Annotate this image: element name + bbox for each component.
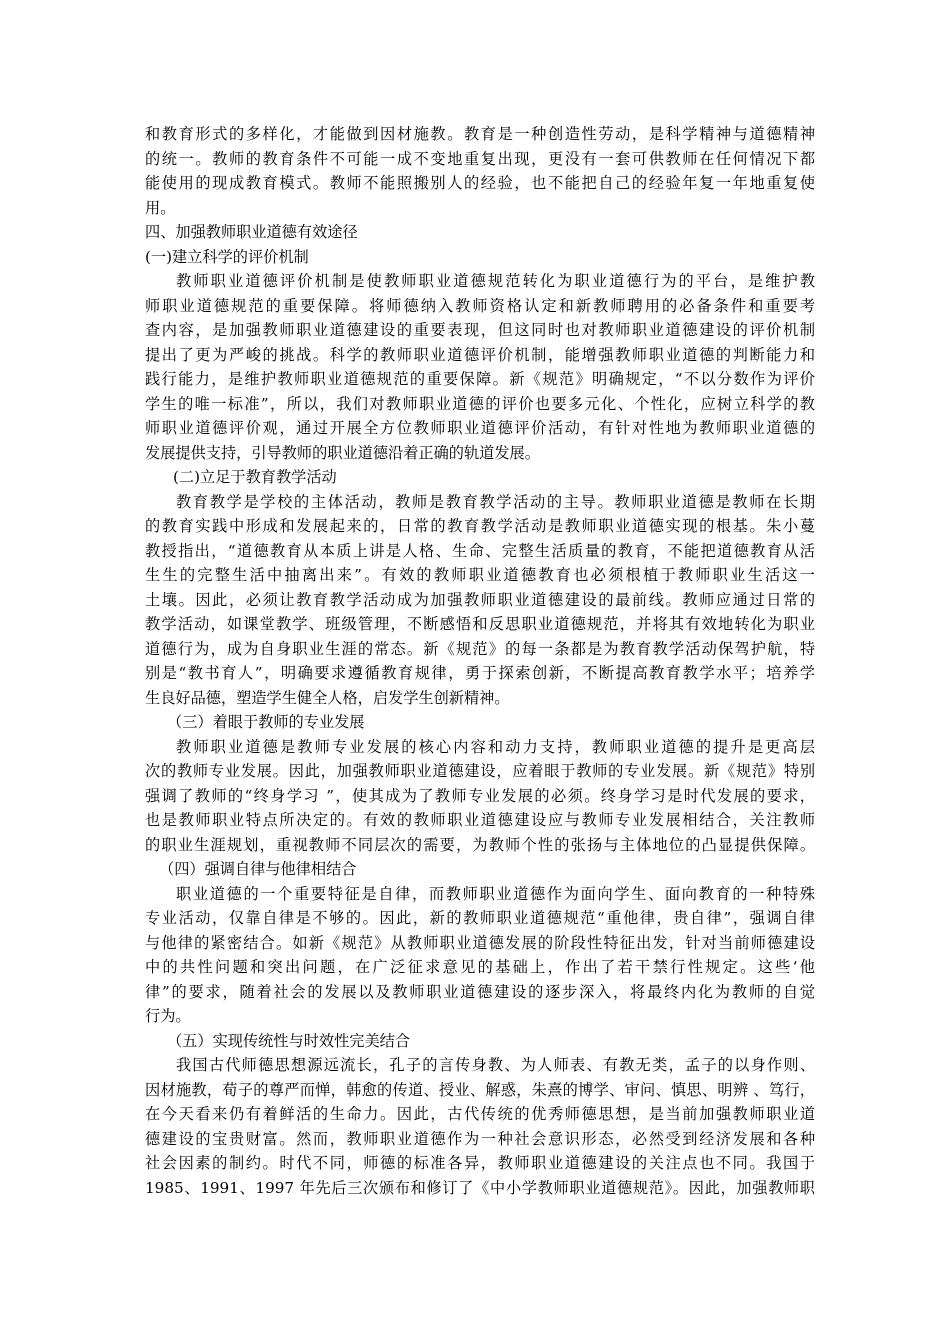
body-text-line: 次的教师专业发展。因此，加强教师职业道德建设，应着眼于教师的专业发展。新《规范》特别 [145, 762, 815, 780]
subsection-heading: （三）着眼于教师的专业发展 [167, 713, 365, 731]
body-text-line: 用。 [145, 198, 176, 217]
body-text-line: 道德行为，成为自身职业生涯的常态。新《规范》的每一条都是为教育教学活动保驾护航，特 [145, 639, 815, 658]
body-text-line: 学生的唯一标准”，所以，我们对教师职业道德的评价也要多元化、个性化，应树立科学的教 [145, 394, 815, 413]
section-heading: 四、加强教师职业道德有效途径 [145, 223, 358, 241]
body-text-line: 查内容，是加强教师职业道德建设的重要表现，但这同时也对教师职业道德建设的评价机制 [145, 321, 815, 339]
body-text-line: 在今天看来仍有着鲜活的生命力。因此，古代传统的优秀师德思想，是当前加强教师职业道 [145, 1105, 815, 1123]
subsection-heading: (一)建立科学的评价机制 [145, 247, 309, 266]
body-text-line: 行为。 [145, 1007, 191, 1025]
body-text-line: 提出了更为严峻的挑战。科学的教师职业道德评价机制，能增强教师职业道德的判断能力和 [145, 345, 815, 364]
body-text-line: 的教育实践中形成和发展起来的，日常的教育教学活动是教师职业道德实现的根基。朱小蔓 [145, 517, 815, 535]
document-body [145, 122, 815, 1200]
body-text-line: 的统一。教师的教育条件不可能一成不变地重复出现，更没有一套可供教师在任何情况下都 [145, 149, 815, 168]
body-text-line: 强调了教师的“终身学习 ”，使其成为了教师专业发展的必须。终身学习是时代发展的要求， [145, 786, 815, 805]
body-text-line: 德建设的宝贵财富。然而，教师职业道德作为一种社会意识形态，必然受到经济发展和各种 [145, 1129, 815, 1148]
body-text-line: 和教育形式的多样化，才能做到因材施教。教育是一种创造性劳动，是科学精神与道德精神 [145, 125, 815, 143]
body-text-line: 教学活动，如课堂教学、班级管理，不断感悟和反思职业道德规范，并将其有效地转化为职业 [145, 615, 815, 633]
body-text-line: 土壤。因此，必须让教育教学活动成为加强教师职业道德建设的最前线。教师应通过日常的 [145, 590, 815, 609]
body-text-line: 教师职业道德是教师专业发展的核心内容和动力支持，教师职业道德的提升是更高层 [176, 737, 815, 756]
body-text-line: 社会因素的制约。时代不同，师德的标准各异，教师职业道德建设的关注点也不同。我国于 [145, 1154, 815, 1172]
body-text-line: 教育教学是学校的主体活动，教师是教育教学活动的主导。教师职业道德是教师在长期 [176, 492, 815, 511]
body-text-line: 也是教师职业特点所决定的。有效的教师职业道德建设应与教师专业发展相结合，关注教师 [145, 811, 815, 829]
body-text-line: 生良好品德，塑造学生健全人格，启发学生创新精神。 [145, 688, 510, 707]
body-text-line: 我国古代师德思想源远流长，孔子的言传身教、为人师表、有教无类，孟子的以身作则、 [176, 1056, 815, 1074]
subsection-heading: （四）强调自律与他律相结合 [159, 860, 357, 878]
body-text-line: 因材施教，荀子的尊严而惮，韩愈的传道、授业、解惑，朱熹的博学、审问、慎思、明辨 、笃行， [145, 1080, 815, 1099]
body-text-line: 的职业生涯规划，重视教师不同层次的需要，为教师个性的张扬与主体地位的凸显提供保障。 [145, 835, 815, 854]
body-text-line: 与他律的紧密结合。如新《规范》从教师职业道德发展的阶段性特征出发，针对当前师德建设 [145, 933, 815, 952]
subsection-heading: (二)立足于教育教学活动 [173, 468, 337, 486]
body-text-line: 践行能力，是维护教师职业道德规范的重要保障。新《规范》明确规定，“不以分数作为评价 [145, 370, 815, 388]
body-text-line: 师职业道德评价观，通过开展全方位教师职业道德评价活动，有针对性地为教师职业道德的 [145, 419, 815, 437]
body-text-line: 职业道德的一个重要特征是自律，而教师职业道德作为面向学生、面向教育的一种特殊 [176, 884, 815, 903]
body-text-line: 中的共性问题和突出问题，在广泛征求意见的基础上，作出了若干禁行性规定。这些‘他 [145, 958, 815, 976]
body-text-line: 律”的要求，随着社会的发展以及教师职业道德建设的逐步深入，将最终内化为教师的自觉 [145, 982, 815, 1001]
body-text-line: 专业活动，仅靠自律是不够的。因此，新的教师职业道德规范“重他律，贵自律”，强调自律 [145, 909, 815, 927]
body-text-line: 1985、1991、1997 年先后三次颁布和修订了《中小学教师职业道德规范》。因此，加强教师职 [145, 1178, 815, 1197]
body-text-line: 别是“教书育人”，明确要求遵循教育规律，勇于探索创新，不断提高教育教学水平；培养学 [145, 664, 815, 682]
body-text-line: 教授指出，“道德教育从本质上讲是人格、生命、完整生活质量的教育，不能把道德教育从活 [145, 541, 815, 560]
body-text-line: 发展提供支持，引导教师的职业道德沿着正确的轨道发展。 [145, 443, 540, 462]
body-text-line: 生生的完整生活中抽离出来”。有效的教师职业道德教育也必须根植于教师职业生活这一 [145, 566, 815, 584]
body-text-line: 师职业道德规范的重要保障。将师德纳入教师资格认定和新教师聘用的必备条件和重要考 [145, 296, 815, 315]
body-text-line: 能使用的现成教育模式。教师不能照搬别人的经验，也不能把自己的经验年复一年地重复使 [145, 174, 815, 192]
body-text-line: 教师职业道德评价机制是使教师职业道德规范转化为职业道德行为的平台，是维护教 [176, 272, 815, 290]
subsection-heading: （五）实现传统性与时效性完美结合 [167, 1031, 410, 1050]
